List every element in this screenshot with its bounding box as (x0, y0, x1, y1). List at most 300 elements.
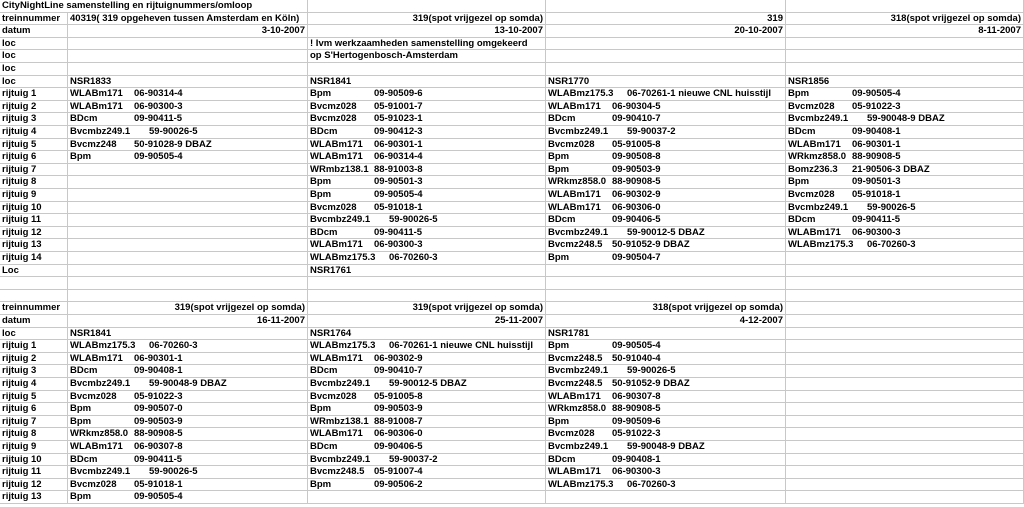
wagon-cell[interactable] (308, 88, 546, 101)
header-row (0, 315, 1024, 328)
wagon-cell[interactable] (546, 214, 786, 227)
header-cell[interactable]: NSR1841 (68, 328, 308, 341)
empty-cell[interactable] (786, 0, 1024, 13)
wagon-cell[interactable] (308, 126, 546, 139)
wagon-type: Bvcmbz249.1 (310, 214, 371, 226)
wagon-cell[interactable] (68, 479, 308, 492)
loc-cell[interactable]: NSR1761 (308, 265, 546, 278)
row-label[interactable]: rijtuig 13 (0, 491, 68, 504)
wagon-type: WLABm171 (70, 352, 123, 364)
wagon-cell[interactable] (68, 139, 308, 152)
row-label[interactable]: loc (0, 76, 68, 89)
wagon-cell[interactable] (308, 252, 546, 265)
header-cell[interactable] (786, 328, 1024, 341)
wagon-cell[interactable] (786, 189, 1024, 202)
empty-cell[interactable] (546, 290, 786, 303)
header-cell[interactable]: NSR1833 (68, 76, 308, 89)
wagon-cell[interactable] (68, 340, 308, 353)
wagon-row (0, 416, 1024, 429)
wagon-number: 59-90048-9 DBAZ (627, 441, 705, 452)
row-label[interactable]: rijtuig 10 (0, 202, 68, 215)
row-label[interactable]: rijtuig 9 (0, 441, 68, 454)
row-label[interactable]: Loc (0, 265, 68, 278)
wagon-cell[interactable] (68, 126, 308, 139)
empty-cell[interactable] (308, 277, 546, 290)
wagon-type: WLABmz175.3 (548, 478, 614, 490)
wagon-number: 06-90300-3 (374, 239, 423, 251)
row-label[interactable]: loc (0, 50, 68, 63)
wagon-number: 50-91052-9 DBAZ (612, 378, 690, 389)
row-label[interactable]: datum (0, 25, 68, 38)
wagon-cell[interactable] (68, 239, 308, 252)
wagon-cell[interactable] (786, 176, 1024, 189)
wagon-cell[interactable] (786, 353, 1024, 366)
empty-cell[interactable] (0, 277, 68, 290)
row-label[interactable]: rijtuig 3 (0, 113, 68, 126)
wagon-cell[interactable] (68, 227, 308, 240)
header-cell[interactable]: NSR1764 (308, 328, 546, 341)
wagon-type: BDcm (548, 214, 576, 226)
wagon-cell[interactable] (308, 239, 546, 252)
wagon-cell[interactable] (308, 139, 546, 152)
wagon-cell[interactable] (68, 214, 308, 227)
wagon-number: 59-90026-5 (149, 126, 198, 137)
wagon-row (0, 227, 1024, 240)
header-cell[interactable]: NSR1781 (546, 328, 786, 341)
wagon-number: 09-90411-5 (134, 113, 183, 125)
row-label[interactable]: rijtuig 5 (0, 391, 68, 404)
loc-cell[interactable] (68, 265, 308, 278)
wagon-number: 05-91018-1 (134, 478, 183, 490)
empty-cell[interactable] (68, 277, 308, 290)
wagon-cell[interactable] (68, 151, 308, 164)
header-row (0, 328, 1024, 341)
wagon-row (0, 164, 1024, 177)
wagon-cell[interactable] (546, 151, 786, 164)
wagon-type: Bvcmbz249.1 (310, 453, 371, 465)
wagon-type: WLABm171 (310, 352, 363, 364)
wagon-cell[interactable] (308, 176, 546, 189)
header-cell[interactable] (546, 38, 786, 51)
wagon-row (0, 139, 1024, 152)
wagon-cell[interactable] (308, 214, 546, 227)
header-cell[interactable]: 319(spot vrijgezel op somda) (308, 302, 546, 315)
wagon-type: Bpm (548, 340, 570, 352)
wagon-type: WLABmz175.3 (310, 252, 376, 263)
wagon-type: BDcm (548, 113, 576, 125)
wagon-cell[interactable] (68, 176, 308, 189)
wagon-cell[interactable] (308, 353, 546, 366)
empty-cell[interactable] (546, 277, 786, 290)
wagon-number: 06-70260-3 (149, 340, 198, 352)
wagon-cell[interactable] (546, 189, 786, 202)
empty-cell[interactable] (308, 0, 546, 13)
wagon-cell[interactable] (68, 416, 308, 429)
wagon-cell[interactable] (308, 101, 546, 114)
wagon-cell[interactable] (546, 139, 786, 152)
wagon-type: BDcm (70, 113, 98, 125)
wagon-cell[interactable] (786, 101, 1024, 114)
wagon-cell[interactable] (68, 441, 308, 454)
wagon-number: 09-90505-4 (134, 151, 183, 163)
wagon-type: Bpm (70, 151, 92, 163)
row-label[interactable]: rijtuig 12 (0, 227, 68, 240)
row-label[interactable]: loc (0, 38, 68, 51)
row-label[interactable]: rijtuig 7 (0, 164, 68, 177)
wagon-row (0, 441, 1024, 454)
wagon-type: Bpm (310, 478, 332, 490)
wagon-cell[interactable] (546, 466, 786, 479)
header-cell[interactable] (786, 38, 1024, 51)
wagon-row (0, 252, 1024, 265)
wagon-cell[interactable] (546, 391, 786, 404)
wagon-cell[interactable] (308, 391, 546, 404)
wagon-type: Bpm (548, 415, 570, 427)
row-label[interactable]: rijtuig 3 (0, 365, 68, 378)
header-cell[interactable] (546, 50, 786, 63)
wagon-cell[interactable] (786, 151, 1024, 164)
row-label[interactable]: rijtuig 5 (0, 139, 68, 152)
row-label[interactable]: rijtuig 9 (0, 189, 68, 202)
wagon-number: 09-90505-4 (852, 88, 901, 100)
row-label[interactable]: rijtuig 4 (0, 126, 68, 139)
wagon-number: 06-90314-4 (134, 88, 183, 100)
wagon-type: Bvcmz248.5 (548, 239, 603, 251)
wagon-number: 09-90410-7 (612, 113, 661, 125)
row-label[interactable]: datum (0, 315, 68, 328)
wagon-cell[interactable] (308, 428, 546, 441)
wagon-cell[interactable] (546, 126, 786, 139)
wagon-cell[interactable] (786, 479, 1024, 492)
row-label[interactable]: rijtuig 13 (0, 239, 68, 252)
row-label[interactable]: rijtuig 11 (0, 214, 68, 227)
wagon-number: 59-90026-5 (389, 214, 438, 226)
wagon-cell[interactable] (308, 202, 546, 215)
wagon-cell[interactable] (308, 441, 546, 454)
header-cell[interactable]: 4-12-2007 (546, 315, 786, 328)
wagon-cell[interactable] (546, 113, 786, 126)
empty-row (0, 277, 1024, 290)
wagon-number: 06-70260-3 (389, 252, 438, 263)
wagon-type: BDcm (70, 453, 98, 465)
row-label[interactable]: rijtuig 11 (0, 466, 68, 479)
wagon-number: 05-91005-8 (374, 390, 423, 402)
wagon-cell[interactable] (786, 416, 1024, 429)
wagon-number: 09-90411-5 (852, 214, 901, 226)
wagon-cell[interactable] (68, 466, 308, 479)
wagon-number: 09-90411-5 (374, 226, 423, 238)
wagon-number: 06-70260-3 (627, 478, 676, 490)
wagon-type: Bpm (70, 491, 92, 503)
wagon-type: BDcm (788, 126, 816, 137)
wagon-type: Bvcmbz249.1 (70, 466, 131, 478)
wagon-number: 09-90503-9 (374, 403, 423, 415)
header-cell[interactable]: NSR1841 (308, 76, 546, 89)
wagon-cell[interactable] (68, 189, 308, 202)
wagon-type: Bvcmz248 (70, 138, 117, 150)
wagon-number: 09-90509-6 (374, 88, 423, 100)
wagon-type: WLABm171 (548, 100, 601, 112)
wagon-cell[interactable] (308, 227, 546, 240)
row-label[interactable]: rijtuig 8 (0, 428, 68, 441)
wagon-number: 06-90302-9 (374, 352, 423, 364)
wagon-cell[interactable] (68, 391, 308, 404)
header-cell[interactable] (68, 38, 308, 51)
wagon-cell[interactable] (546, 353, 786, 366)
wagon-type: WRkmz858.0 (548, 403, 607, 415)
header-cell[interactable]: 318(spot vrijgezel op somda) (786, 13, 1024, 26)
wagon-number: 06-90301-1 (374, 138, 423, 150)
wagon-cell[interactable] (68, 454, 308, 467)
header-cell[interactable] (68, 50, 308, 63)
wagon-cell[interactable] (546, 428, 786, 441)
header-cell[interactable] (546, 63, 786, 76)
empty-cell[interactable] (786, 277, 1024, 290)
wagon-cell[interactable] (308, 340, 546, 353)
wagon-type: Bvcmbz249.1 (310, 378, 371, 389)
row-label[interactable]: rijtuig 6 (0, 403, 68, 416)
wagon-type: Bpm (548, 151, 570, 163)
wagon-cell[interactable] (308, 466, 546, 479)
wagon-type: Bvcmz028 (70, 478, 117, 490)
wagon-number: 59-90037-2 (389, 453, 438, 465)
wagon-type: WLABm171 (548, 390, 601, 402)
row-label[interactable]: rijtuig 1 (0, 340, 68, 353)
header-cell[interactable]: 13-10-2007 (308, 25, 546, 38)
wagon-row (0, 378, 1024, 391)
wagon-number: 50-91028-9 DBAZ (134, 138, 212, 150)
loc-cell[interactable] (546, 265, 786, 278)
wagon-type: WLABmz175.3 (310, 340, 376, 352)
wagon-row (0, 151, 1024, 164)
empty-cell[interactable] (546, 0, 786, 13)
wagon-row (0, 88, 1024, 101)
header-cell[interactable]: 3-10-2007 (68, 25, 308, 38)
wagon-cell[interactable] (68, 353, 308, 366)
wagon-cell[interactable] (546, 491, 786, 504)
header-cell[interactable]: NSR1770 (546, 76, 786, 89)
wagon-cell[interactable] (546, 454, 786, 467)
row-label[interactable]: rijtuig 4 (0, 378, 68, 391)
wagon-cell[interactable] (308, 151, 546, 164)
wagon-row (0, 428, 1024, 441)
header-cell[interactable] (786, 315, 1024, 328)
header-cell[interactable]: 25-11-2007 (308, 315, 546, 328)
header-row (0, 38, 1024, 51)
wagon-cell[interactable] (308, 491, 546, 504)
header-cell[interactable] (308, 63, 546, 76)
wagon-cell[interactable] (68, 491, 308, 504)
wagon-cell[interactable] (68, 365, 308, 378)
wagon-cell[interactable] (786, 403, 1024, 416)
wagon-cell[interactable] (68, 88, 308, 101)
wagon-cell[interactable] (786, 378, 1024, 391)
title-row (0, 0, 1024, 13)
wagon-number: 06-90301-1 (852, 138, 901, 150)
wagon-cell[interactable] (68, 428, 308, 441)
wagon-type: WLABm171 (310, 138, 363, 150)
wagon-cell[interactable] (546, 176, 786, 189)
wagon-cell[interactable] (786, 164, 1024, 177)
wagon-cell[interactable] (308, 378, 546, 391)
row-label[interactable]: rijtuig 1 (0, 88, 68, 101)
wagon-cell[interactable] (68, 403, 308, 416)
wagon-row (0, 101, 1024, 114)
row-label[interactable]: loc (0, 63, 68, 76)
row-label[interactable]: loc (0, 328, 68, 341)
row-label[interactable]: treinnummer (0, 13, 68, 26)
header-cell[interactable]: 318(spot vrijgezel op somda) (546, 302, 786, 315)
row-label[interactable]: rijtuig 7 (0, 416, 68, 429)
wagon-cell[interactable] (786, 126, 1024, 139)
empty-cell[interactable] (0, 290, 68, 303)
title-cell[interactable]: CityNightLine samenstelling en rijtuignummers/omloop (0, 0, 308, 13)
wagon-cell[interactable] (68, 202, 308, 215)
wagon-cell[interactable] (546, 365, 786, 378)
header-cell[interactable]: 319(spot vrijgezel op somda) (68, 302, 308, 315)
header-cell[interactable]: 20-10-2007 (546, 25, 786, 38)
wagon-cell[interactable] (546, 441, 786, 454)
wagon-cell[interactable] (786, 491, 1024, 504)
wagon-cell[interactable] (786, 113, 1024, 126)
wagon-cell[interactable] (68, 164, 308, 177)
wagon-cell[interactable] (786, 365, 1024, 378)
header-cell[interactable]: op S'Hertogenbosch-Amsterdam (308, 50, 546, 63)
row-label[interactable]: rijtuig 2 (0, 353, 68, 366)
wagon-cell[interactable] (786, 139, 1024, 152)
wagon-cell[interactable] (308, 479, 546, 492)
wagon-row (0, 491, 1024, 504)
header-cell[interactable]: 319(spot vrijgezel op somda) (308, 13, 546, 26)
wagon-cell[interactable] (308, 365, 546, 378)
header-cell[interactable] (786, 50, 1024, 63)
wagon-cell[interactable] (546, 416, 786, 429)
row-label[interactable]: rijtuig 14 (0, 252, 68, 265)
wagon-number: 06-70260-3 (867, 239, 916, 251)
wagon-cell[interactable] (68, 252, 308, 265)
wagon-cell[interactable] (786, 391, 1024, 404)
wagon-cell[interactable] (786, 239, 1024, 252)
wagon-cell[interactable] (786, 88, 1024, 101)
wagon-type: Bvcmz028 (310, 113, 357, 125)
wagon-cell[interactable] (786, 340, 1024, 353)
wagon-cell[interactable] (546, 227, 786, 240)
wagon-cell[interactable] (68, 113, 308, 126)
wagon-cell[interactable] (786, 214, 1024, 227)
row-label[interactable]: rijtuig 10 (0, 454, 68, 467)
wagon-number: 09-90501-3 (852, 176, 901, 188)
wagon-cell[interactable] (786, 454, 1024, 467)
wagon-type: WLABm171 (70, 100, 123, 112)
header-cell[interactable]: NSR1856 (786, 76, 1024, 89)
wagon-type: Bpm (310, 88, 332, 100)
wagon-cell[interactable] (786, 252, 1024, 265)
wagon-cell[interactable] (786, 466, 1024, 479)
wagon-type: WLABm171 (788, 138, 841, 150)
empty-cell[interactable] (786, 290, 1024, 303)
header-cell[interactable] (786, 63, 1024, 76)
wagon-number: 05-91023-1 (374, 113, 423, 125)
header-row (0, 50, 1024, 63)
wagon-row (0, 340, 1024, 353)
header-cell[interactable]: 319 (546, 13, 786, 26)
wagon-cell[interactable] (308, 189, 546, 202)
row-label[interactable]: treinnummer (0, 302, 68, 315)
wagon-cell[interactable] (546, 164, 786, 177)
wagon-row (0, 353, 1024, 366)
wagon-number: 05-91022-3 (612, 428, 661, 440)
wagon-cell[interactable] (786, 202, 1024, 215)
wagon-type: BDcm (70, 365, 98, 377)
wagon-number: 09-90406-5 (374, 441, 423, 452)
wagon-number: 05-91018-1 (374, 201, 423, 213)
wagon-type: Bpm (548, 163, 570, 175)
header-cell[interactable]: 16-11-2007 (68, 315, 308, 328)
wagon-type: WLABm171 (548, 189, 601, 200)
header-cell[interactable]: ! Ivm werkzaamheden samenstelling omgekeerd (308, 38, 546, 51)
wagon-type: WRmbz138.1 (310, 415, 369, 427)
wagon-type: WRmbz138.1 (310, 163, 369, 175)
wagon-cell[interactable] (786, 428, 1024, 441)
wagon-cell[interactable] (546, 340, 786, 353)
wagon-type: WLABm171 (548, 201, 601, 213)
row-label[interactable]: rijtuig 2 (0, 101, 68, 114)
wagon-row (0, 189, 1024, 202)
row-label[interactable]: rijtuig 12 (0, 479, 68, 492)
wagon-cell[interactable] (546, 239, 786, 252)
wagon-cell[interactable] (308, 113, 546, 126)
header-row (0, 13, 1024, 26)
wagon-cell[interactable] (546, 479, 786, 492)
wagon-number: 09-90411-5 (134, 453, 183, 465)
header-cell[interactable]: 8-11-2007 (786, 25, 1024, 38)
wagon-type: WRkmz858.0 (548, 176, 607, 188)
loc-cell[interactable] (786, 265, 1024, 278)
wagon-number: 09-90412-3 (374, 126, 423, 137)
wagon-number: 05-91022-3 (852, 100, 901, 112)
wagon-cell[interactable] (546, 252, 786, 265)
wagon-cell[interactable] (546, 378, 786, 391)
wagon-cell[interactable] (308, 416, 546, 429)
wagon-cell[interactable] (546, 101, 786, 114)
wagon-number: 88-90908-5 (134, 428, 183, 440)
row-label[interactable]: rijtuig 6 (0, 151, 68, 164)
wagon-cell[interactable] (308, 164, 546, 177)
header-row (0, 302, 1024, 315)
wagon-row (0, 126, 1024, 139)
wagon-type: Bpm (310, 176, 332, 188)
wagon-cell[interactable] (68, 378, 308, 391)
wagon-cell[interactable] (546, 403, 786, 416)
header-cell[interactable] (786, 302, 1024, 315)
wagon-cell[interactable] (786, 227, 1024, 240)
wagon-cell[interactable] (546, 202, 786, 215)
wagon-cell[interactable] (546, 88, 786, 101)
header-cell[interactable] (68, 63, 308, 76)
wagon-number: 09-90408-1 (612, 453, 661, 465)
header-cell[interactable]: 40319( 319 opgeheven tussen Amsterdam en Köln) (68, 13, 308, 26)
wagon-number: 88-90908-5 (612, 176, 661, 188)
wagon-cell[interactable] (786, 441, 1024, 454)
empty-cell[interactable] (68, 290, 308, 303)
wagon-type: Bpm (548, 252, 570, 263)
wagon-cell[interactable] (68, 101, 308, 114)
row-label[interactable]: rijtuig 8 (0, 176, 68, 189)
wagon-cell[interactable] (308, 454, 546, 467)
wagon-type: Bvcmbz249.1 (548, 441, 609, 452)
empty-cell[interactable] (308, 290, 546, 303)
wagon-cell[interactable] (308, 403, 546, 416)
